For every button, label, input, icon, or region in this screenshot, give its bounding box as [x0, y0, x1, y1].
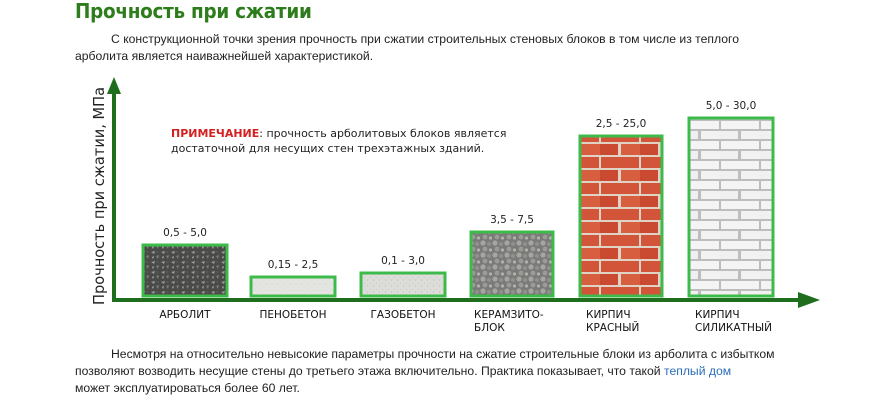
page-title: Прочность при сжатии: [75, 0, 312, 23]
y-axis-arrow: [107, 77, 121, 94]
bar-range-label: 0,1 - 3,0: [381, 255, 425, 267]
bar-range-label: 5,0 - 30,0: [705, 100, 757, 112]
category-label: КИРПИЧ: [586, 309, 631, 321]
category-label-line2: СИЛИКАТНЫЙ: [695, 322, 773, 334]
intro-line-1: С конструкционной точки зрения прочность при сжатии строительных стеновых блоков в том числе из теплого: [111, 32, 739, 46]
outro-line-2: позволяют возводить несущие стены до третьего этажа включительно. Практика показывает, что такой: [75, 364, 661, 378]
category-label: ГАЗОБЕТОН: [370, 309, 436, 321]
bar-range-label: 0,5 - 5,0: [163, 227, 207, 239]
bar-keramzit: [471, 232, 553, 296]
category-label-line2: КРАСНЫЙ: [586, 322, 640, 334]
bar-whitebrick: [689, 118, 773, 296]
bar-range-label: 0,15 - 2,5: [267, 259, 319, 271]
outro-line-3: может эксплуатироваться более 60 лет.: [75, 381, 300, 395]
bar-redbrick: [580, 136, 662, 296]
category-label: ПЕНОБЕТОН: [259, 309, 327, 321]
note-text-2: достаточной для несущих стен трехэтажных зданий.: [171, 142, 485, 155]
y-axis-label: Прочность при сжатии, МПа: [90, 80, 108, 305]
intro-line-2: арболита является наиважнейшей характеристикой.: [75, 49, 374, 63]
bar-range-label: 2,5 - 25,0: [595, 118, 647, 130]
chart-note: [171, 126, 506, 156]
category-label: КИРПИЧ: [695, 309, 740, 321]
warm-house-link[interactable]: теплый дом: [664, 364, 732, 378]
bar-foam: [251, 277, 335, 296]
note-text-1: : прочность арболитовых блоков является: [259, 127, 507, 140]
bar-arbolit: [143, 245, 227, 296]
note-label: ПРИМЕЧАНИЕ: [171, 127, 260, 140]
bar-range-label: 3,5 - 7,5: [490, 214, 534, 226]
outro-line-1: Несмотря на относительно невысокие параметры прочности на сжатие строительные блоки из арболита с избытком: [111, 347, 775, 361]
outro-paragraph: [75, 346, 845, 397]
category-label: КЕРАМЗИТО-: [474, 309, 544, 321]
category-label-line2: БЛОК: [474, 322, 505, 334]
category-label: АРБОЛИТ: [159, 309, 211, 321]
x-axis-arrow: [798, 292, 820, 308]
bar-gas: [361, 273, 445, 296]
